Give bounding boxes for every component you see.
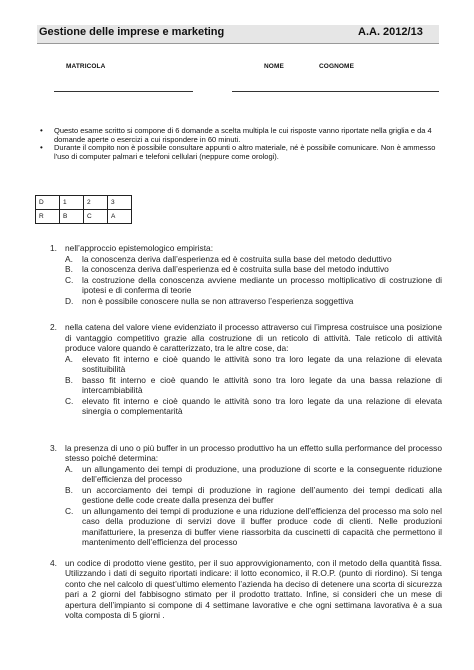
option-letter: A. [65, 253, 73, 264]
option-item [65, 375, 442, 396]
instruction-item [40, 127, 440, 144]
option-letter: B. [65, 484, 73, 495]
grid-cell[interactable]: C [84, 210, 108, 224]
course-title: Gestione delle imprese e marketing [39, 26, 225, 38]
question-text: nella catena del valore viene evidenziato il processo attraverso cui l’impresa costruisce una posizione di vantaggio competitivo grazie alla costruzione di un reticolo di attività. Tale reticolo di attività produce valore quando è caratterizzato, tra le altre cose, da: [65, 322, 442, 353]
option-letter: C. [65, 505, 74, 516]
option-letter: C. [65, 395, 74, 406]
question-number: 3. [50, 442, 57, 453]
cognome-label: COGNOME [319, 63, 355, 70]
option-item [65, 485, 442, 506]
question-number: 2. [50, 322, 57, 332]
question-text: la presenza di uno o più buffer in un processo produttivo ha un effetto sulla performance del processo stesso poiché determina: [65, 442, 442, 463]
option-letter: D. [65, 295, 74, 306]
option-letter: A. [65, 353, 73, 364]
matricola-label: MATRICOLA [66, 63, 106, 70]
option-item [65, 264, 442, 275]
instruction-text: Durante il compito non è possibile consultare appunti o altro materiale, né è possibile comunicare. Non è ammesso l'uso di computer palmari e telefoni cellulari (neppure come orologi). [54, 143, 436, 161]
question-number: 1. [50, 243, 57, 253]
bullet-icon: • [40, 143, 43, 153]
grid-cell: 1 [60, 196, 84, 210]
grid-cell: D [36, 196, 60, 210]
question-item [50, 558, 442, 621]
option-item [65, 506, 442, 548]
option-text: un accorciamento dei tempi di produzione in ragione dell’aumento dei tempi dedicati alla gestione delle code create dalla presenza dei buffer [82, 484, 442, 505]
option-letter: A. [65, 463, 73, 474]
option-item [65, 296, 442, 307]
option-text: la costruzione della conoscenza avviene mediante un processo moltiplicativo di costruzione di ipotesi e di conferma di teorie [82, 274, 442, 295]
name-surname-field[interactable] [232, 91, 439, 92]
option-text: basso fit interno e cioè quando le attività sono tra loro legate da una bassa relazione di intercambiabilità [82, 374, 442, 395]
grid-row-domande [36, 196, 132, 210]
question-number: 4. [50, 557, 57, 568]
option-text: un allungamento dei tempi di produzione, una produzione di scorte e la conseguente riduzione dell’efficienza del processo [82, 463, 442, 484]
grid-cell[interactable]: A [108, 210, 132, 224]
option-item [65, 464, 442, 485]
instruction-item [40, 144, 440, 161]
option-text: elevato fit interno e cioè quando le attività sono tra loro legate da una relazione di elevata sinergia o complementarità [82, 395, 442, 416]
option-text: la conoscenza deriva dall’esperienza ed è costruita sulla base del metodo induttivo [82, 264, 389, 274]
option-item [65, 354, 442, 375]
answer-grid [35, 195, 132, 224]
grid-cell: 2 [84, 196, 108, 210]
grid-cell: R [36, 210, 60, 224]
academic-year: A.A. 2012/13 [358, 26, 423, 38]
question-text: nell’approccio epistemologico empirista: [65, 243, 214, 253]
instructions-list [40, 127, 440, 161]
question-item [50, 243, 442, 306]
exam-header [37, 25, 439, 44]
option-letter: C. [65, 274, 74, 285]
question-text: un codice di prodotto viene gestito, per il suo approvvigionamento, con il metodo della quantità fissa. Utilizzando i dati di seguito riportati indicare: il lotto economico, il R.O.P. (punto di riordino). Si tenga conto che nel calcolo di quest’ultimo elemento l’azienda ha deciso di detenere una scorta di sicurezza pari a 2 giorni del fabbisogno stimato per il prodotto trattato. Infine, si consideri che un mese di apertura dell’impianto si compone di 4 settimane lavorative e che ogni settimana lavorativa è a sua volta composta di 5 giorni . [65, 557, 442, 620]
option-item [65, 254, 442, 265]
instruction-text: Questo esame scritto si compone di 6 domande a scelta multipla le cui risposte vanno riportate nella griglia e da 4 domande aperte o esercizi a cui rispondere in 60 minuti. [54, 126, 432, 144]
option-text: non è possibile conoscere nulla se non attraverso l’esperienza soggettiva [82, 295, 354, 306]
option-text: la conoscenza deriva dall’esperienza ed è costruita sulla base del metodo deduttivo [82, 253, 392, 264]
question-item [50, 322, 442, 417]
questions-list [50, 243, 442, 621]
grid-row-risposte [36, 210, 132, 224]
bullet-icon: • [40, 126, 43, 135]
option-item [65, 396, 442, 417]
nome-label: NOME [264, 63, 284, 70]
matricola-field[interactable] [54, 91, 193, 92]
option-text: un allungamento dei tempi di produzione e una riduzione dell’efficienza del processo ma solo nel caso della produzione di servizi dove il buffer produce code di clienti. Nelle produzioni manifatturiere, la presenza di buffer viene riassorbita da cuscinetti di capacità che permettono il mantenimento dell’efficienza del processo [82, 505, 442, 547]
option-letter: B. [65, 264, 73, 274]
option-letter: B. [65, 374, 73, 385]
grid-cell[interactable]: B [60, 210, 84, 224]
grid-cell: 3 [108, 196, 132, 210]
option-item [65, 275, 442, 296]
question-item [50, 443, 442, 548]
option-text: elevato fit interno e cioè quando le attività sono tra loro legate da una relazione di elevata sostituibilità [82, 353, 442, 374]
